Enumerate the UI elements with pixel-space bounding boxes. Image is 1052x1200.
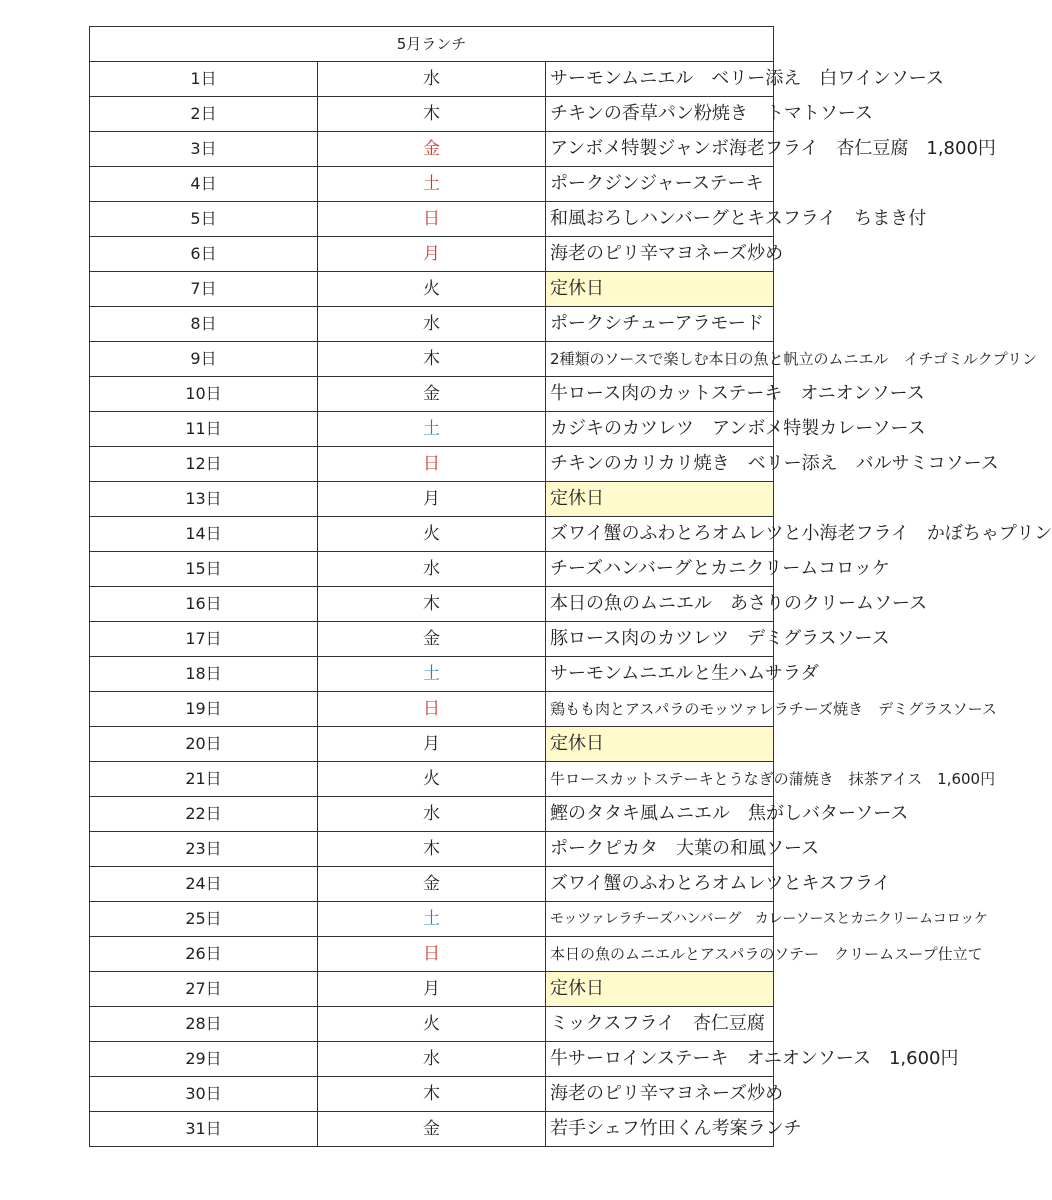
menu-row	[90, 1042, 774, 1077]
row-dish: ポークジンジャーステーキ	[546, 167, 774, 202]
row-date: 21日	[90, 762, 318, 797]
row-dish: チーズハンバーグとカニクリームコロッケ	[546, 552, 774, 587]
row-weekday: 土	[318, 657, 546, 692]
row-dish: サーモンムニエルと生ハムサラダ	[546, 657, 774, 692]
row-weekday: 木	[318, 1077, 546, 1112]
row-weekday: 火	[318, 517, 546, 552]
row-dish: 海老のピリ辛マヨネーズ炒め	[546, 1077, 774, 1112]
menu-row	[90, 412, 774, 447]
menu-row	[90, 482, 774, 517]
menu-title: 5月ランチ	[90, 27, 774, 62]
row-dish: ミックスフライ 杏仁豆腐	[546, 1007, 774, 1042]
row-date: 19日	[90, 692, 318, 727]
row-date: 14日	[90, 517, 318, 552]
row-dish: 牛ロースカットステーキとうなぎの蒲焼き 抹茶アイス 1,600円	[546, 762, 774, 797]
menu-row	[90, 832, 774, 867]
row-date: 12日	[90, 447, 318, 482]
row-weekday: 土	[318, 412, 546, 447]
row-date: 17日	[90, 622, 318, 657]
row-date: 16日	[90, 587, 318, 622]
row-date: 1日	[90, 62, 318, 97]
row-date: 11日	[90, 412, 318, 447]
row-weekday: 土	[318, 167, 546, 202]
row-date: 10日	[90, 377, 318, 412]
row-weekday: 木	[318, 832, 546, 867]
row-weekday: 金	[318, 1112, 546, 1147]
menu-row	[90, 1007, 774, 1042]
row-dish: 2種類のソースで楽しむ本日の魚と帆立のムニエル イチゴミルクプリン	[546, 342, 774, 377]
row-dish: ズワイ蟹のふわとろオムレツと小海老フライ かぼちゃプリン	[546, 517, 774, 552]
row-date: 7日	[90, 272, 318, 307]
menu-row	[90, 762, 774, 797]
menu-row	[90, 867, 774, 902]
row-dish: ズワイ蟹のふわとろオムレツとキスフライ	[546, 867, 774, 902]
row-date: 3日	[90, 132, 318, 167]
row-date: 29日	[90, 1042, 318, 1077]
row-dish: チキンのカリカリ焼き ベリー添え バルサミコソース	[546, 447, 774, 482]
row-weekday: 金	[318, 132, 546, 167]
row-dish: カジキのカツレツ アンボメ特製カレーソース	[546, 412, 774, 447]
row-dish: ポークシチューアラモード	[546, 307, 774, 342]
row-weekday: 日	[318, 692, 546, 727]
menu-row	[90, 1077, 774, 1112]
row-date: 31日	[90, 1112, 318, 1147]
row-date: 13日	[90, 482, 318, 517]
row-closed-day: 定休日	[546, 482, 774, 517]
row-date: 23日	[90, 832, 318, 867]
row-date: 18日	[90, 657, 318, 692]
menu-row	[90, 167, 774, 202]
menu-row	[90, 587, 774, 622]
row-weekday: 日	[318, 202, 546, 237]
row-weekday: 金	[318, 622, 546, 657]
row-weekday: 土	[318, 902, 546, 937]
row-weekday: 水	[318, 797, 546, 832]
menu-row	[90, 237, 774, 272]
row-dish: ポークピカタ 大葉の和風ソース	[546, 832, 774, 867]
row-date: 20日	[90, 727, 318, 762]
menu-row	[90, 132, 774, 167]
row-date: 24日	[90, 867, 318, 902]
menu-row	[90, 552, 774, 587]
row-dish: アンボメ特製ジャンボ海老フライ 杏仁豆腐 1,800円	[546, 132, 774, 167]
menu-row	[90, 937, 774, 972]
menu-row	[90, 272, 774, 307]
row-dish: 和風おろしハンバーグとキスフライ ちまき付	[546, 202, 774, 237]
menu-row	[90, 797, 774, 832]
row-date: 8日	[90, 307, 318, 342]
row-weekday: 月	[318, 482, 546, 517]
row-dish: サーモンムニエル ベリー添え 白ワインソース	[546, 62, 774, 97]
row-date: 5日	[90, 202, 318, 237]
row-date: 30日	[90, 1077, 318, 1112]
row-weekday: 月	[318, 972, 546, 1007]
row-weekday: 水	[318, 62, 546, 97]
row-weekday: 火	[318, 1007, 546, 1042]
menu-row	[90, 342, 774, 377]
menu-row	[90, 517, 774, 552]
menu-row	[90, 1112, 774, 1147]
row-weekday: 火	[318, 272, 546, 307]
row-date: 28日	[90, 1007, 318, 1042]
row-dish: チキンの香草パン粉焼き トマトソース	[546, 97, 774, 132]
row-dish: 鰹のタタキ風ムニエル 焦がしバターソース	[546, 797, 774, 832]
menu-row	[90, 307, 774, 342]
row-weekday: 月	[318, 237, 546, 272]
row-date: 26日	[90, 937, 318, 972]
menu-body	[90, 62, 1052, 1147]
lunch-menu-table	[89, 26, 1052, 1147]
row-weekday: 金	[318, 377, 546, 412]
row-weekday: 日	[318, 447, 546, 482]
menu-row	[90, 727, 774, 762]
row-closed-day: 定休日	[546, 727, 774, 762]
menu-row	[90, 62, 774, 97]
row-weekday: 金	[318, 867, 546, 902]
row-weekday: 月	[318, 727, 546, 762]
row-dish: モッツァレラチーズハンバーグ カレーソースとカニクリームコロッケ	[546, 902, 774, 937]
row-weekday: 木	[318, 587, 546, 622]
menu-row	[90, 447, 774, 482]
row-weekday: 水	[318, 1042, 546, 1077]
row-date: 22日	[90, 797, 318, 832]
row-date: 4日	[90, 167, 318, 202]
menu-row	[90, 657, 774, 692]
row-dish: 牛サーロインステーキ オニオンソース 1,600円	[546, 1042, 774, 1077]
menu-row	[90, 622, 774, 657]
row-dish: 本日の魚のムニエルとアスパラのソテー クリームスープ仕立て	[546, 937, 774, 972]
row-date: 25日	[90, 902, 318, 937]
row-dish: 海老のピリ辛マヨネーズ炒め	[546, 237, 774, 272]
row-weekday: 木	[318, 97, 546, 132]
row-dish: 本日の魚のムニエル あさりのクリームソース	[546, 587, 774, 622]
row-date: 2日	[90, 97, 318, 132]
row-weekday: 火	[318, 762, 546, 797]
row-weekday: 水	[318, 552, 546, 587]
row-dish: 鶏もも肉とアスパラのモッツァレラチーズ焼き デミグラスソース	[546, 692, 774, 727]
menu-row	[90, 202, 774, 237]
row-dish: 牛ロース肉のカットステーキ オニオンソース	[546, 377, 774, 412]
row-date: 27日	[90, 972, 318, 1007]
row-closed-day: 定休日	[546, 272, 774, 307]
row-weekday: 日	[318, 937, 546, 972]
menu-row	[90, 97, 774, 132]
menu-row	[90, 972, 774, 1007]
menu-row	[90, 902, 774, 937]
row-dish: 若手シェフ竹田くん考案ランチ	[546, 1112, 774, 1147]
row-weekday: 水	[318, 307, 546, 342]
row-closed-day: 定休日	[546, 972, 774, 1007]
menu-row	[90, 692, 774, 727]
row-dish: 豚ロース肉のカツレツ デミグラスソース	[546, 622, 774, 657]
menu-row	[90, 377, 774, 412]
row-date: 15日	[90, 552, 318, 587]
row-weekday: 木	[318, 342, 546, 377]
row-date: 9日	[90, 342, 318, 377]
row-date: 6日	[90, 237, 318, 272]
